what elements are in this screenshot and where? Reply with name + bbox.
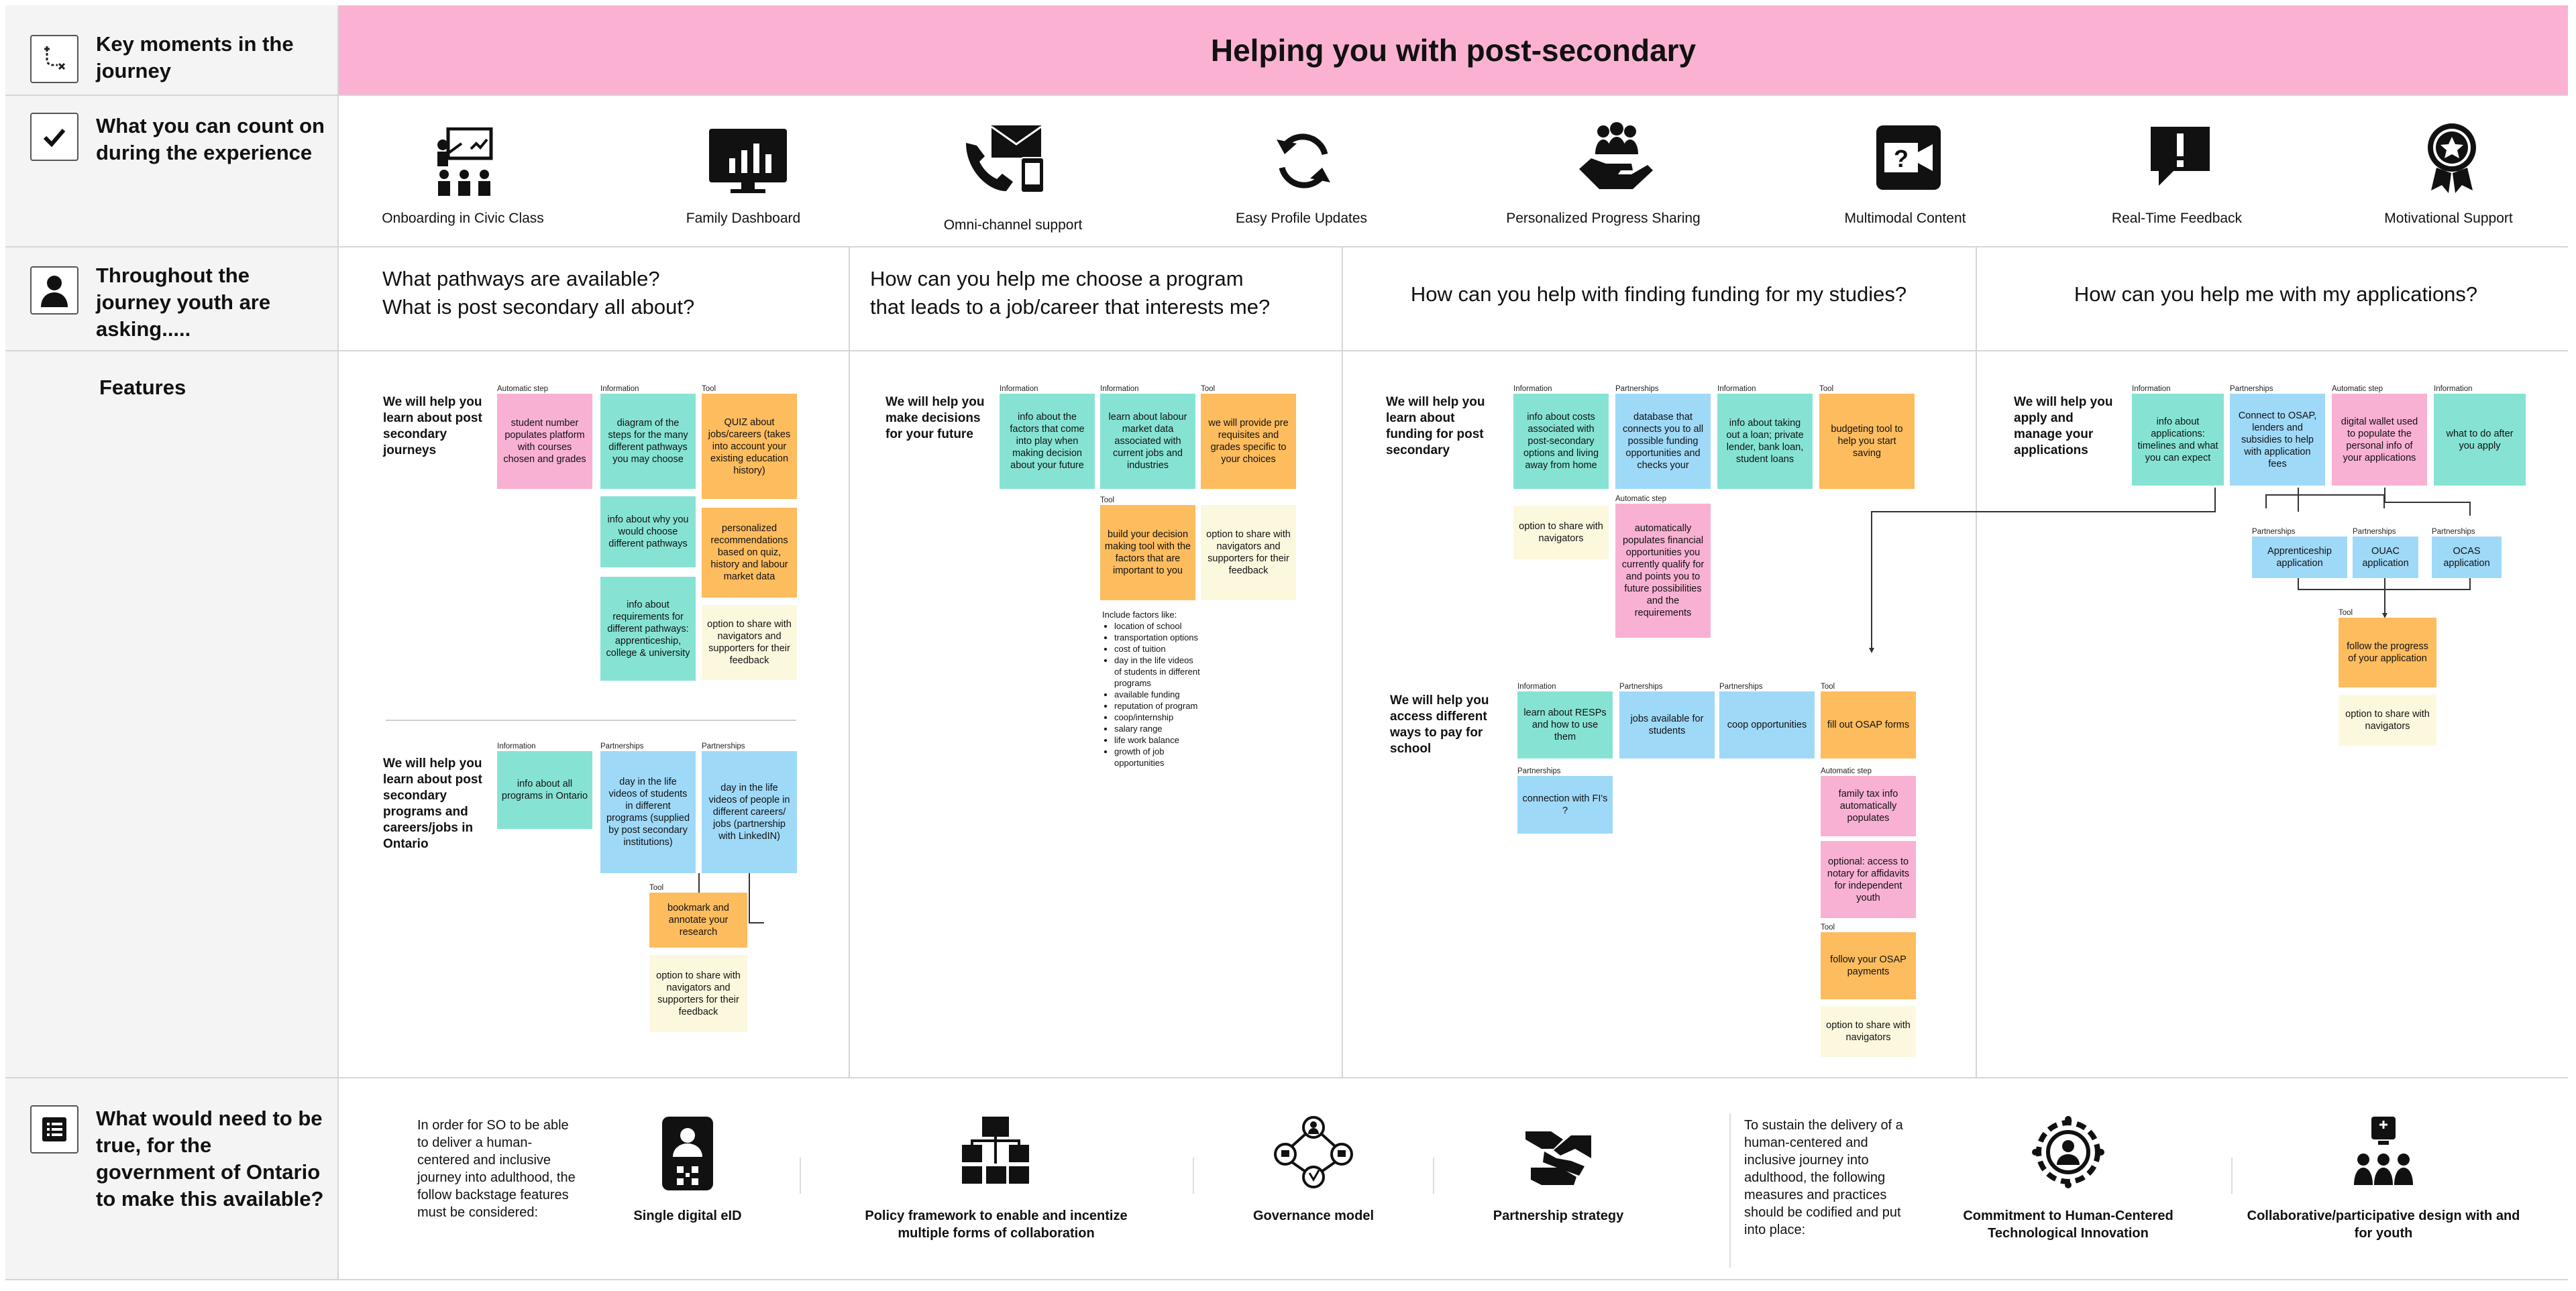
row-label-asking: Throughout the journey youth are asking..... <box>96 264 271 341</box>
sticky-note: jobs available for students <box>1619 691 1715 759</box>
note-tag: Information <box>2434 385 2473 393</box>
sticky-note: coop opportunities <box>1719 691 1815 759</box>
experience-label: Personalized Progress Sharing <box>1506 211 1701 226</box>
idea-group-icon <box>2350 1115 2417 1192</box>
feature-intro: We will help you make decisions for your future <box>885 395 985 441</box>
factor-item: • growth of job opportunities <box>1114 746 1203 769</box>
note-tag: Tool <box>1821 923 1835 932</box>
note-tag: Partnerships <box>1719 683 1763 691</box>
sticky-note: info about requirements for different pathways: apprenticeship, college & university <box>600 577 696 681</box>
note-tag: Partnerships <box>702 742 745 750</box>
backstage-intro: In order for SO to be able to deliver a human-centered and inclusive journey into adulthood, the follow backstage features must be considered: <box>417 1118 576 1220</box>
factor-item: • transportation options <box>1114 632 1203 643</box>
factor-item: • reputation of program <box>1114 700 1203 712</box>
backstage-intro: To sustain the delivery of a human-centered and inclusive journey into adulthood, the following measures and practices should be codified and put into place: <box>1744 1118 1903 1237</box>
factor-item: • available funding <box>1114 689 1203 700</box>
backstage-label: Single digital eID <box>633 1209 742 1223</box>
youth-question: How can you help me with my applications? <box>2074 282 2478 306</box>
sticky-note: we will provide pre requisites and grades specific to your choices <box>1201 394 1296 489</box>
factor-item: • coop/internship <box>1114 712 1203 723</box>
sticky-note: fill out OSAP forms <box>1821 691 1916 759</box>
backstage-label: Governance model <box>1252 1209 1375 1223</box>
factor-item: • location of school <box>1114 620 1203 632</box>
note-tag: Partnerships <box>2252 528 2296 536</box>
feature-intro: We will help you learn about post secondary programs and careers/jobs in Ontario <box>383 756 482 851</box>
note-tag: Tool <box>649 884 664 892</box>
backstage-divider <box>1729 1113 1731 1268</box>
note-tag: Information <box>2132 385 2171 393</box>
note-tag: Information <box>600 385 639 393</box>
sticky-note: info about costs associated with post-secondary options and living away from home <box>1513 394 1609 489</box>
sticky-note: learn about labour market data associated with current jobs and industries <box>1100 394 1195 489</box>
experience-label: Real-Time Feedback <box>2111 211 2243 226</box>
note-tag: Tool <box>2339 609 2353 617</box>
sticky-note: follow the progress of your application <box>2339 618 2436 687</box>
youth-question: How can you help me choose a program that leads to a job/career that interests me? <box>870 267 1271 319</box>
factor-item: • life work balance <box>1114 734 1203 746</box>
sticky-note: option to share with navigators <box>1513 506 1609 559</box>
sticky-note: learn about RESPs and how to use them <box>1517 691 1613 759</box>
note-tag: Information <box>1717 385 1756 393</box>
note-tag: Information <box>1513 385 1552 393</box>
experience-label: Multimodal Content <box>1844 211 1966 226</box>
row-label-features: Features <box>99 376 186 399</box>
experience-label: Easy Profile Updates <box>1235 211 1368 226</box>
note-tag: Tool <box>702 385 716 393</box>
row-label-moments: Key moments in the journey <box>96 32 294 82</box>
note-tag: Tool <box>1100 496 1115 504</box>
note-tag: Partnerships <box>1615 385 1659 393</box>
note-tag: Information <box>1517 683 1556 691</box>
sticky-note: info about why you would choose different pathways <box>600 496 696 567</box>
section-separator <box>386 720 796 721</box>
note-tag: Automatic step <box>2332 385 2383 393</box>
experience-label: Onboarding in Civic Class <box>382 211 544 226</box>
sticky-note: QUIZ about jobs/careers (takes into account your existing education history) <box>702 394 797 499</box>
backstage-divider <box>1433 1158 1434 1194</box>
sticky-note: option to share with navigators and supporters for their feedback <box>649 955 747 1032</box>
note-tag: Partnerships <box>2230 385 2273 393</box>
sticky-note: diagram of the steps for the many different pathways you may choose <box>600 394 696 489</box>
youth-question: What pathways are available? What is post secondary all about? <box>382 267 695 319</box>
sticky-note: follow your OSAP payments <box>1821 932 1916 999</box>
sticky-note: automatically populates financial opportunities you currently qualify for and points you to future possibilities and the requirements <box>1615 504 1711 638</box>
backstage-label: Partnership strategy <box>1493 1209 1624 1223</box>
sticky-note: OUAC application <box>2353 537 2418 578</box>
factors-title: Include factors like: <box>1102 610 1177 620</box>
note-tag: Automatic step <box>1821 767 1872 775</box>
sticky-note: OCAS application <box>2432 537 2502 578</box>
sticky-note: database that connects you to all possible funding opportunities and checks your <box>1615 394 1711 489</box>
youth-question: How can you help with finding funding for my studies? <box>1410 282 1907 306</box>
note-tag: Partnerships <box>600 742 644 750</box>
sticky-note: connection with FI's ? <box>1517 776 1613 834</box>
factors-list <box>1102 609 1203 769</box>
sticky-note: budgeting tool to help you start saving <box>1819 394 1915 489</box>
note-tag: Tool <box>1819 385 1834 393</box>
svg-text:?: ? <box>1894 145 1909 172</box>
sticky-note: option to share with navigators and supporters for their feedback <box>1201 505 1296 600</box>
sticky-note: optional: access to notary for affidavits for independent youth <box>1821 841 1916 918</box>
feature-intro: We will help you learn about post secondary journeys <box>383 395 482 457</box>
note-tag: Information <box>1100 385 1139 393</box>
human-gear-icon <box>2031 1115 2105 1192</box>
sticky-note: Connect to OSAP, lenders and subsidies to help with application fees <box>2230 394 2325 486</box>
feature-intro: We will help you learn about funding for post secondary <box>1386 395 1485 457</box>
experience-label: Motivational Support <box>2384 211 2513 226</box>
factor-item: • day in the life videos of students in different programs <box>1114 655 1203 689</box>
sticky-note: option to share with navigators <box>1821 1006 1916 1057</box>
backstage-label: Commitment to Human-Centered Technological Innovation <box>1963 1209 2174 1241</box>
sticky-note: option to share with navigators <box>2339 695 2436 746</box>
note-tag: Tool <box>1821 683 1835 691</box>
sticky-note: day in the life videos of students in different programs (supplied by post secondary institutions) <box>600 751 696 873</box>
feature-intro: We will help you access different ways to pay for school <box>1390 693 1489 756</box>
governance-network-icon <box>1273 1115 1354 1192</box>
sticky-note: option to share with navigators and supporters for their feedback <box>702 605 797 680</box>
backstage-divider <box>2231 1158 2233 1194</box>
sticky-note: info about applications: timelines and what you can expect <box>2132 394 2224 486</box>
note-tag: Information <box>497 742 536 750</box>
note-tag: Automatic step <box>497 385 549 393</box>
backstage-label: Collaborative/participative design with and for youth <box>2247 1209 2520 1241</box>
sticky-note: what to do after you apply <box>2434 394 2526 486</box>
backstage-label: Policy framework to enable and incentize multiple forms of collaboration <box>865 1209 1128 1241</box>
sticky-note: personalized recommendations based on quiz, history and labour market data <box>702 508 797 598</box>
sticky-note: student number populates platform with courses chosen and grades <box>497 394 592 489</box>
row-label-backstage: What would need to be true, for the government of Ontario to make this available? <box>96 1107 324 1211</box>
experience-label: Family Dashboard <box>686 211 801 226</box>
backstage-divider <box>800 1158 801 1194</box>
row-label-count-on: What you can count on during the experience <box>96 114 325 164</box>
sticky-note: info about the factors that come into play when making decision about your future <box>1000 394 1095 489</box>
sticky-note: digital wallet used to populate the personal info of your applications <box>2332 394 2427 486</box>
sticky-note: day in the life videos of people in different careers/ jobs (partnership with LinkedIN) <box>702 751 797 873</box>
sticky-note: info about all programs in Ontario <box>497 751 592 829</box>
note-tag: Partnerships <box>1619 683 1663 691</box>
note-tag: Partnerships <box>2353 528 2396 536</box>
org-chart-icon <box>961 1115 1031 1189</box>
note-tag: Information <box>1000 385 1038 393</box>
note-tag: Partnerships <box>2432 528 2475 536</box>
sticky-note: build your decision making tool with the factors that are important to you <box>1100 505 1195 600</box>
sticky-note: family tax info automatically populates <box>1821 776 1916 836</box>
experience-label: Omni-channel support <box>943 217 1083 233</box>
sticky-note: info about taking out a loan; private lender, bank loan, student loans <box>1717 394 1813 489</box>
backstage-divider <box>1193 1158 1194 1194</box>
note-tag: Tool <box>1201 385 1216 393</box>
note-tag: Partnerships <box>1517 767 1561 775</box>
factor-item: • salary range <box>1114 723 1203 734</box>
sticky-note: Apprenticeship application <box>2252 537 2347 578</box>
factor-item: • cost of tuition <box>1114 643 1203 655</box>
feature-intro: We will help you apply and manage your applications <box>2014 395 2113 457</box>
banner-title: Helping you with post-secondary <box>339 5 2568 95</box>
sticky-note: bookmark and annotate your research <box>649 893 747 948</box>
handshake-icon <box>1521 1115 1595 1192</box>
digital-id-icon <box>661 1115 714 1196</box>
note-tag: Automatic step <box>1615 495 1667 503</box>
